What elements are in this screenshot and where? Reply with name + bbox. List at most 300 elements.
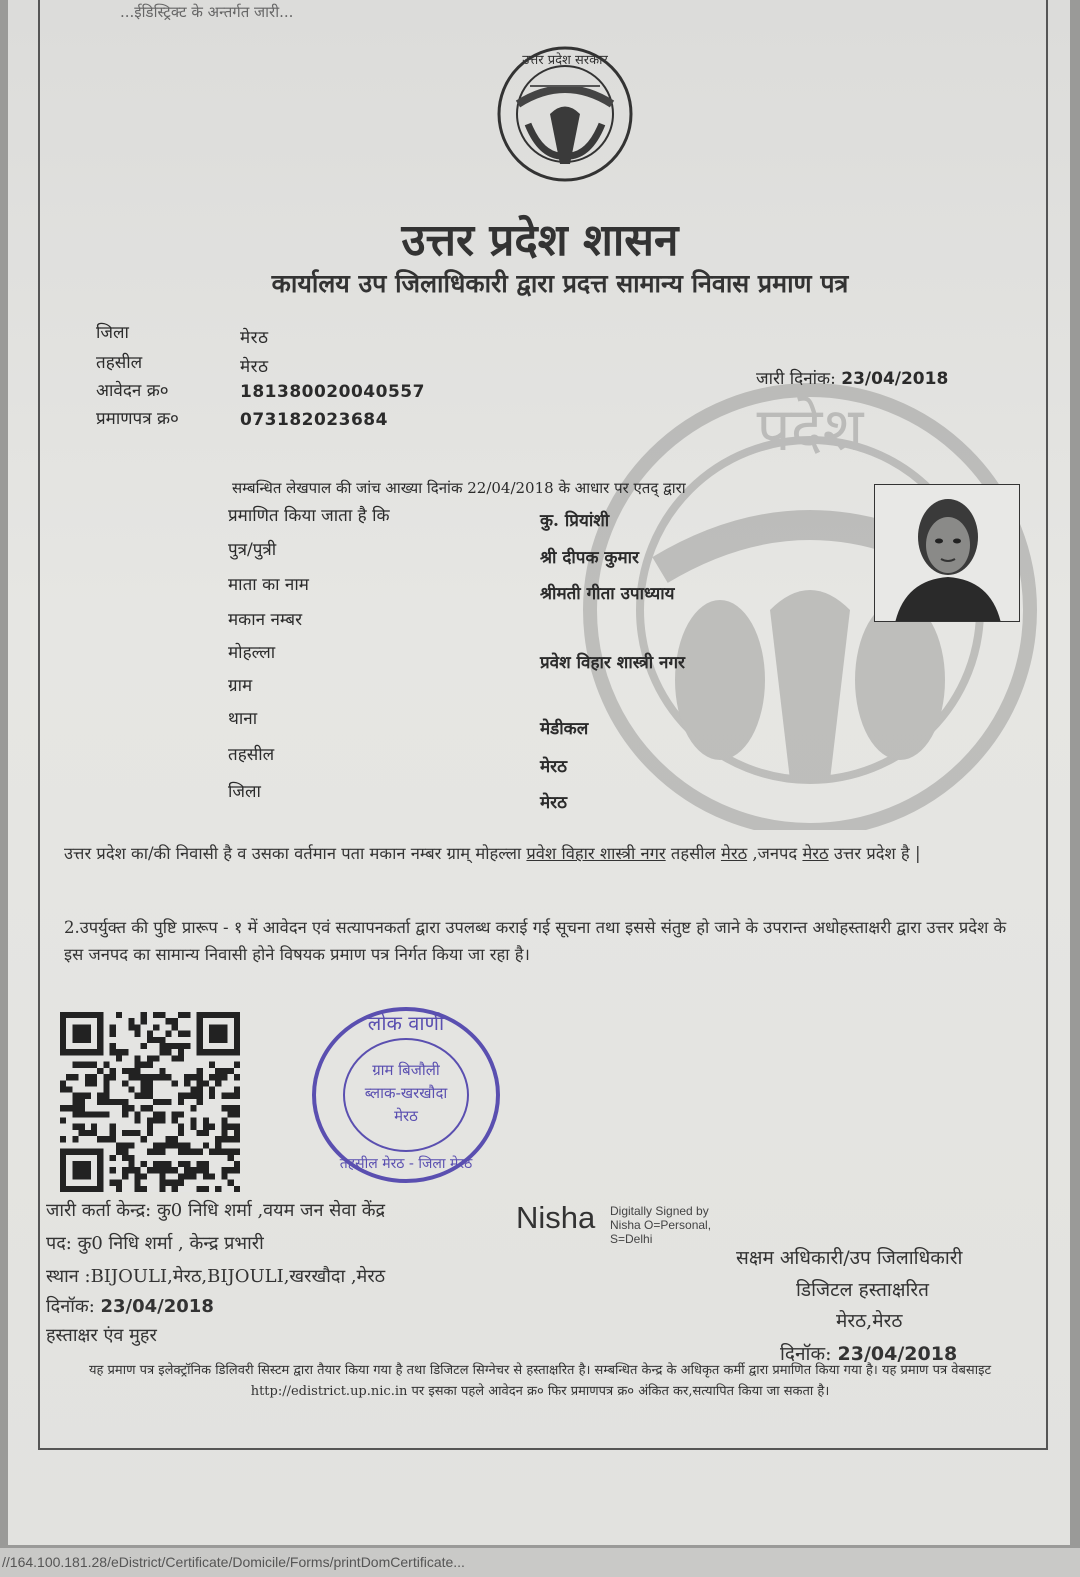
residency-statement: [64, 840, 1024, 867]
qr-module: [190, 1086, 196, 1092]
verification-intro: सम्बन्धित लेखपाल की जांच आख्या दिनांक 22/04/2018 के आधार पर एतद् द्वारा: [232, 479, 686, 497]
qr-module: [141, 1173, 147, 1179]
qr-module: [116, 1049, 122, 1055]
qr-module: [197, 1093, 203, 1099]
qr-module: [85, 1093, 91, 1099]
qr-module: [184, 1080, 190, 1086]
qr-module: [141, 1062, 147, 1068]
qr-module: [128, 1142, 134, 1148]
qr-module: [184, 1012, 190, 1018]
qr-module: [221, 1130, 227, 1136]
qr-module: [122, 1111, 128, 1117]
qr-module: [166, 1142, 172, 1148]
field-label-district: जिला: [228, 782, 261, 802]
qr-module: [116, 1012, 122, 1018]
qr-module: [122, 1130, 128, 1136]
qr-module: [147, 1118, 153, 1124]
field-value-police-station: मेडीकल: [540, 719, 589, 739]
qr-module: [128, 1167, 134, 1173]
qr-module: [72, 1099, 78, 1105]
qr-module: [134, 1062, 140, 1068]
qr-module: [60, 1086, 66, 1092]
qr-module: [197, 1130, 203, 1136]
qr-module: [172, 1180, 178, 1186]
person-photo-icon: [875, 485, 1020, 622]
qr-module: [122, 1049, 128, 1055]
qr-module: [209, 1124, 215, 1130]
qr-module: [221, 1149, 227, 1155]
qr-module: [79, 1130, 85, 1136]
qr-module: [234, 1136, 240, 1142]
residency-tehsil: मेरठ: [720, 844, 748, 863]
qr-module: [103, 1080, 109, 1086]
qr-module: [134, 1068, 140, 1074]
qr-module: [221, 1124, 227, 1130]
qr-module: [134, 1024, 140, 1030]
qr-module: [60, 1136, 66, 1142]
qr-module: [141, 1080, 147, 1086]
qr-module: [221, 1173, 227, 1179]
qr-module: [234, 1062, 240, 1068]
qr-module: [184, 1149, 190, 1155]
qr-module: [159, 1099, 165, 1105]
qr-module: [178, 1099, 184, 1105]
qr-module: [103, 1099, 109, 1105]
qr-module: [110, 1043, 116, 1049]
qr-module: [141, 1136, 147, 1142]
qr-module: [221, 1167, 227, 1173]
qr-module: [184, 1161, 190, 1167]
qr-module: [178, 1149, 184, 1155]
official-seal: [306, 1000, 506, 1190]
qr-module: [116, 1186, 122, 1192]
qr-module: [91, 1062, 97, 1068]
qr-module: [79, 1099, 85, 1105]
qr-module: [197, 1086, 203, 1092]
qr-module: [184, 1173, 190, 1179]
qr-module: [234, 1130, 240, 1136]
field-label-village: ग्राम: [228, 676, 253, 696]
certificate-number-label: प्रमाणपत्र क्र०: [96, 409, 179, 429]
issuer-date-value: 23/04/2018: [100, 1296, 214, 1317]
qr-module: [178, 1012, 184, 1018]
qr-module: [72, 1105, 78, 1111]
qr-module: [134, 1074, 140, 1080]
qr-module: [141, 1018, 147, 1024]
field-value-tehsil: मेरठ: [540, 757, 567, 777]
field-label-tehsil: तहसील: [228, 745, 275, 765]
qr-module: [122, 1173, 128, 1179]
qr-module: [91, 1074, 97, 1080]
qr-module: [110, 1099, 116, 1105]
qr-module: [234, 1161, 240, 1167]
qr-module: [215, 1080, 221, 1086]
qr-module: [85, 1111, 91, 1117]
qr-module: [110, 1180, 116, 1186]
qr-module: [60, 1080, 66, 1086]
qr-module: [215, 1142, 221, 1148]
residency-district: मेरठ: [802, 844, 829, 863]
qr-module: [141, 1161, 147, 1167]
qr-module: [159, 1180, 165, 1186]
confirmation-statement: 2.उपर्युक्त की पुष्टि प्रारूप - १ में आवेदन एवं सत्यापनकर्ता द्वारा उपलब्ध कराई गई सूचना तथा इससे संतुष्ट हो जाने के उपरान्त अधोहस्ताक्षरी द्वारा उत्तर प्रदेश के इस जनपद का सामान्य निवासी होने विषयक प्रमाण पत्र निर्गत किया जा रहा है।: [64, 918, 1007, 964]
district-label: जिला: [96, 323, 129, 343]
qr-module: [221, 1118, 227, 1124]
qr-module: [234, 1105, 240, 1111]
qr-module: [159, 1149, 165, 1155]
qr-module: [122, 1155, 128, 1161]
residency-text-2: तहसील: [665, 844, 721, 863]
qr-module: [159, 1012, 165, 1018]
qr-module: [178, 1173, 184, 1179]
qr-module: [97, 1068, 103, 1074]
qr-module: [153, 1037, 159, 1043]
qr-module: [97, 1093, 103, 1099]
qr-module: [184, 1142, 190, 1148]
qr-module: [197, 1099, 203, 1105]
qr-module: [103, 1111, 109, 1117]
qr-module: [215, 1136, 221, 1142]
digital-signature-line-3: S=Delhi: [610, 1232, 653, 1246]
qr-module: [147, 1105, 153, 1111]
field-label-police-station: थाना: [228, 709, 258, 729]
qr-module: [203, 1142, 209, 1148]
qr-module: [172, 1136, 178, 1142]
qr-module: [153, 1167, 159, 1173]
qr-module: [166, 1136, 172, 1142]
qr-module: [141, 1093, 147, 1099]
qr-module: [116, 1149, 122, 1155]
qr-module: [178, 1180, 184, 1186]
issuing-center: जारी कर्ता केन्द्र: कु0 निधि शर्मा ,वयम जन सेवा केंद्र: [46, 1200, 386, 1221]
up-government-emblem: [490, 44, 640, 184]
page-title: उत्तर प्रदेश शासन: [401, 215, 679, 266]
field-label-certified: प्रमाणित किया जाता है कि: [228, 506, 390, 526]
qr-module: [60, 1105, 66, 1111]
qr-module: [166, 1018, 172, 1024]
qr-module: [215, 1074, 221, 1080]
qr-module: [190, 1118, 196, 1124]
qr-module: [153, 1149, 159, 1155]
qr-module: [141, 1074, 147, 1080]
print-url: //164.100.181.28/eDistrict/Certificate/Domicile/Forms/printDomCertificate...: [0, 1548, 1080, 1577]
qr-module: [147, 1124, 153, 1130]
district-value: मेरठ: [240, 328, 269, 348]
qr-module: [147, 1149, 153, 1155]
qr-module: [147, 1031, 153, 1037]
qr-module: [72, 1136, 78, 1142]
qr-module: [190, 1149, 196, 1155]
qr-module: [153, 1111, 159, 1117]
qr-module: [172, 1080, 178, 1086]
qr-module: [141, 1105, 147, 1111]
qr-module: [128, 1024, 134, 1030]
qr-code: [60, 1012, 240, 1192]
qr-module: [134, 1111, 140, 1117]
qr-module: [134, 1093, 140, 1099]
qr-module: [159, 1037, 165, 1043]
qr-module: [147, 1093, 153, 1099]
qr-module: [197, 1074, 203, 1080]
qr-module: [203, 1173, 209, 1179]
qr-module: [190, 1173, 196, 1179]
qr-module: [178, 1031, 184, 1037]
qr-module: [203, 1130, 209, 1136]
qr-module: [184, 1093, 190, 1099]
footnote: यह प्रमाण पत्र इलेक्ट्रॉनिक डिलिवरी सिस्टम द्वारा तैयार किया गया है तथा डिजिटल सिग्नेचर से हस्ताक्षरित है। सम्बन्धित केन्द्र के अधिकृत कर्मी द्वारा प्रमाणित किया गया है। यह प्रमाण पत्र वेबसाइट http://edistrict.up.nic.in पर इसका पहले आवेदन क्र० फिर प्रमाणपत्र क्र० अंकित कर,सत्यापित किया जा सकता है।: [88, 1363, 992, 1399]
qr-module: [190, 1124, 196, 1130]
qr-module: [134, 1031, 140, 1037]
digital-signature-line-1: Digitally Signed by: [610, 1204, 709, 1218]
qr-module: [166, 1043, 172, 1049]
qr-module: [172, 1186, 178, 1192]
qr-module: [103, 1093, 109, 1099]
qr-module: [110, 1068, 116, 1074]
issuer-post: पद: कु0 निधि शर्मा , केन्द्र प्रभारी: [46, 1233, 264, 1254]
issuer-date-label: दिनॉक:: [46, 1296, 95, 1317]
qr-module: [141, 1012, 147, 1018]
qr-module: [66, 1074, 72, 1080]
qr-module: [128, 1086, 134, 1092]
qr-module: [110, 1031, 116, 1037]
qr-module: [153, 1074, 159, 1080]
qr-module: [147, 1086, 153, 1092]
qr-module: [66, 1086, 72, 1092]
qr-module: [91, 1130, 97, 1136]
qr-module: [122, 1167, 128, 1173]
qr-module: [172, 1142, 178, 1148]
qr-module: [85, 1080, 91, 1086]
field-value-locality: प्रवेश विहार शास्त्री नगर: [540, 653, 686, 673]
seal-line-1: ग्राम बिजौली: [372, 1061, 440, 1079]
qr-module: [228, 1167, 234, 1173]
watermark-text: प्रदेश: [756, 395, 864, 465]
qr-module: [128, 1074, 134, 1080]
qr-module: [153, 1024, 159, 1030]
qr-module: [79, 1111, 85, 1117]
residency-locality: प्रवेश विहार शास्त्री नगर: [526, 844, 666, 863]
qr-module: [234, 1093, 240, 1099]
qr-module: [141, 1043, 147, 1049]
qr-module: [134, 1186, 140, 1192]
qr-module: [110, 1136, 116, 1142]
qr-module: [178, 1043, 184, 1049]
qr-module: [203, 1161, 209, 1167]
issuer-date: [46, 1294, 214, 1318]
qr-module: [147, 1062, 153, 1068]
qr-module: [178, 1055, 184, 1061]
qr-module: [66, 1105, 72, 1111]
issuer-place: स्थान :BIJOULI,मेरठ,BIJOULI,खरखौदा ,मेरठ: [46, 1266, 386, 1287]
qr-module: [97, 1111, 103, 1117]
qr-module: [172, 1018, 178, 1024]
authority-date-label: दिनॉक:: [780, 1343, 832, 1365]
qr-module: [128, 1130, 134, 1136]
qr-module: [166, 1161, 172, 1167]
qr-module: [116, 1099, 122, 1105]
qr-module: [228, 1136, 234, 1142]
qr-module: [79, 1093, 85, 1099]
issue-date-label: जारी दिनांक:: [756, 369, 836, 389]
qr-module: [178, 1142, 184, 1148]
seal-bottom-text: तहसील मेरठ - जिला मेरठ: [339, 1156, 473, 1172]
qr-module: [178, 1161, 184, 1167]
issue-date-value: 23/04/2018: [841, 369, 949, 389]
qr-module: [228, 1093, 234, 1099]
qr-module: [147, 1130, 153, 1136]
authority-title: सक्षम अधिकारी/उप जिलाधिकारी: [736, 1247, 963, 1269]
qr-module: [197, 1186, 203, 1192]
top-note: ...ईडिस्ट्रिक्ट के अन्तर्गत जारी...: [120, 3, 294, 21]
qr-module: [166, 1167, 172, 1173]
qr-module: [134, 1118, 140, 1124]
qr-module: [159, 1173, 165, 1179]
qr-module: [190, 1093, 196, 1099]
qr-module: [153, 1055, 159, 1061]
qr-module: [234, 1074, 240, 1080]
qr-module: [147, 1167, 153, 1173]
qr-module: [103, 1086, 109, 1092]
applicant-photo: [874, 484, 1020, 622]
qr-module: [178, 1049, 184, 1055]
qr-module: [159, 1068, 165, 1074]
digital-signature-details: [610, 1204, 711, 1246]
qr-module: [234, 1124, 240, 1130]
qr-module: [159, 1167, 165, 1173]
application-number-label: आवेदन क्र०: [96, 381, 169, 401]
qr-module: [228, 1155, 234, 1161]
qr-module: [221, 1068, 227, 1074]
qr-module: [134, 1180, 140, 1186]
qr-module: [110, 1074, 116, 1080]
qr-module: [190, 1167, 196, 1173]
qr-module: [159, 1111, 165, 1117]
qr-module: [159, 1142, 165, 1148]
qr-module: [79, 1105, 85, 1111]
qr-module: [141, 1086, 147, 1092]
digital-signature-line-2: Nisha O=Personal,: [610, 1218, 712, 1232]
field-value-father: श्री दीपक कुमार: [540, 548, 639, 568]
qr-module: [159, 1161, 165, 1167]
qr-module: [209, 1062, 215, 1068]
qr-module: [110, 1124, 116, 1130]
authority-date-value: 23/04/2018: [837, 1343, 958, 1365]
digital-signature-name: Nisha: [516, 1200, 596, 1235]
qr-module: [153, 1118, 159, 1124]
qr-module: [172, 1111, 178, 1117]
qr-module: [166, 1031, 172, 1037]
qr-module: [178, 1130, 184, 1136]
qr-module: [228, 1068, 234, 1074]
qr-module: [190, 1074, 196, 1080]
qr-module: [234, 1086, 240, 1092]
qr-module: [172, 1043, 178, 1049]
qr-module: [128, 1105, 134, 1111]
qr-module: [134, 1173, 140, 1179]
qr-module: [122, 1142, 128, 1148]
qr-module: [228, 1124, 234, 1130]
seal-top-text: लोक वाणी: [367, 1011, 445, 1035]
qr-module: [128, 1161, 134, 1167]
tehsil-label: तहसील: [96, 353, 143, 373]
qr-module: [166, 1099, 172, 1105]
qr-module: [72, 1074, 78, 1080]
qr-module: [228, 1180, 234, 1186]
emblem-text: उत्तर प्रदेश सरकार: [522, 53, 608, 68]
qr-module: [147, 1080, 153, 1086]
qr-module: [228, 1105, 234, 1111]
qr-module: [203, 1167, 209, 1173]
qr-module: [72, 1093, 78, 1099]
qr-module: [234, 1149, 240, 1155]
qr-module: [215, 1068, 221, 1074]
qr-module: [91, 1124, 97, 1130]
tehsil-value: मेरठ: [240, 357, 269, 377]
qr-module: [228, 1149, 234, 1155]
qr-module: [184, 1167, 190, 1173]
qr-module: [72, 1124, 78, 1130]
qr-module: [197, 1167, 203, 1173]
qr-module: [166, 1074, 172, 1080]
page-subtitle: कार्यालय उप जिलाधिकारी द्वारा प्रदत्त सामान्य निवास प्रमाण पत्र: [271, 269, 849, 298]
qr-module: [103, 1136, 109, 1142]
qr-module: [209, 1074, 215, 1080]
qr-module: [147, 1055, 153, 1061]
qr-module: [215, 1186, 221, 1192]
qr-module: [153, 1099, 159, 1105]
qr-module: [190, 1105, 196, 1111]
field-value-mother: श्रीमती गीता उपाध्याय: [540, 584, 675, 604]
qr-module: [221, 1074, 227, 1080]
qr-module: [172, 1024, 178, 1030]
qr-module: [91, 1111, 97, 1117]
field-label-son-daughter: पुत्र/पुत्री: [228, 540, 277, 560]
qr-module: [97, 1099, 103, 1105]
qr-module: [153, 1012, 159, 1018]
qr-module: [197, 1068, 203, 1074]
qr-module: [209, 1093, 215, 1099]
qr-module: [128, 1018, 134, 1024]
qr-module: [203, 1118, 209, 1124]
qr-module: [153, 1142, 159, 1148]
authority-digitally-signed: डिजिटल हस्ताक्षरित: [796, 1279, 929, 1301]
qr-module: [147, 1037, 153, 1043]
qr-module: [110, 1024, 116, 1030]
qr-module: [203, 1186, 209, 1192]
qr-module: [166, 1049, 172, 1055]
field-value-name: कु. प्रियांशी: [540, 511, 610, 531]
qr-module: [234, 1111, 240, 1117]
qr-module: [110, 1049, 116, 1055]
qr-module: [110, 1167, 116, 1173]
qr-module: [134, 1055, 140, 1061]
sign-and-stamp-label: हस्ताक्षर एंव मुहर: [46, 1325, 157, 1346]
qr-module: [221, 1136, 227, 1142]
qr-module: [172, 1118, 178, 1124]
issue-date: [756, 366, 948, 389]
application-number-value: 181380020040557: [240, 382, 425, 402]
qr-module: [153, 1161, 159, 1167]
qr-module: [122, 1080, 128, 1086]
qr-module: [203, 1080, 209, 1086]
qr-module: [172, 1055, 178, 1061]
qr-module: [159, 1118, 165, 1124]
qr-module: [110, 1130, 116, 1136]
qr-module: [103, 1062, 109, 1068]
qr-module: [147, 1074, 153, 1080]
certificate-number-value: 073182023684: [240, 410, 388, 430]
qr-module: [141, 1186, 147, 1192]
